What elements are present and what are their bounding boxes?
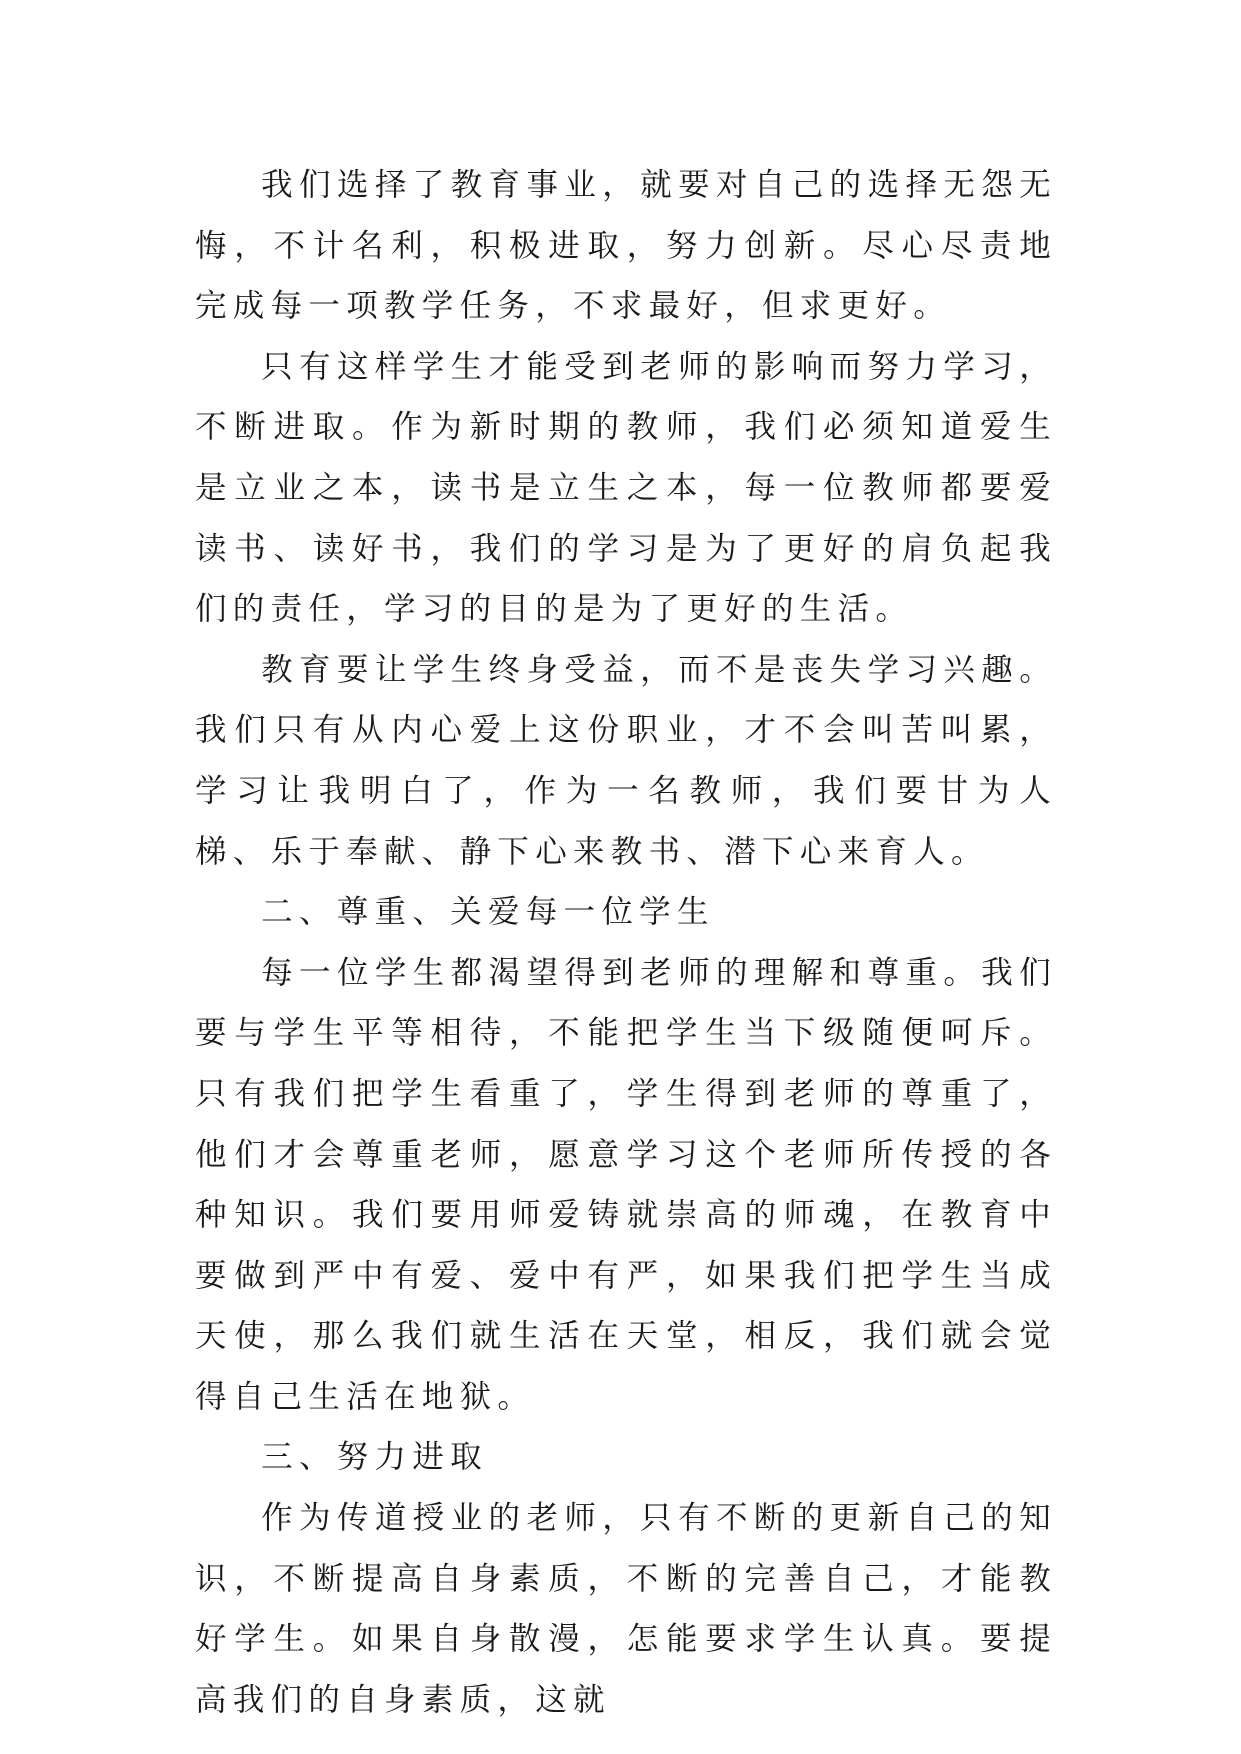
document-page [195,155,1057,1730]
paragraph-3: 教育要让学生终身受益，而不是丧失学习兴趣。我们只有从内心爱上这份职业，才不会叫苦叫累，学习让我明白了，作为一名教师，我们要甘为人梯、乐于奉献、静下心来教书、潜下心来育人。 [195,651,1057,870]
paragraph-2: 只有这样学生才能受到老师的影响而努力学习，不断进取。作为新时期的教师，我们必须知道爱生是立业之本，读书是立生之本，每一位教师都要爱读书、读好书，我们的学习是为了更好的肩负起我们的责任，学习的目的是为了更好的生活。 [195,348,1057,628]
paragraph-5: 作为传道授业的老师，只有不断的更新自己的知识，不断提高自身素质，不断的完善自己，才能教好学生。如果自身散漫，怎能要求学生认真。要提高我们的自身素质，这就 [195,1500,1057,1718]
paragraph-4: 每一位学生都渴望得到老师的理解和尊重。我们要与学生平等相待，不能把学生当下级随便呵斥。只有我们把学生看重了，学生得到老师的尊重了，他们才会尊重老师，愿意学习这个老师所传授的各种知识。我们要用师爱铸就崇高的师魂，在教育中要做到严中有爱、爱中有严，如果我们把学生当成天使，那么我们就生活在天堂，相反，我们就会觉得自己生活在地狱。 [195,954,1057,1415]
section-heading-2: 二、尊重、关爱每一位学生 [261,894,715,931]
section-heading-3: 三、努力进取 [261,1439,488,1476]
paragraph-1: 我们选择了教育事业，就要对自己的选择无怨无悔，不计名利，积极进取，努力创新。尽心尽责地完成每一项教学任务，不求最好，但求更好。 [195,167,1057,325]
